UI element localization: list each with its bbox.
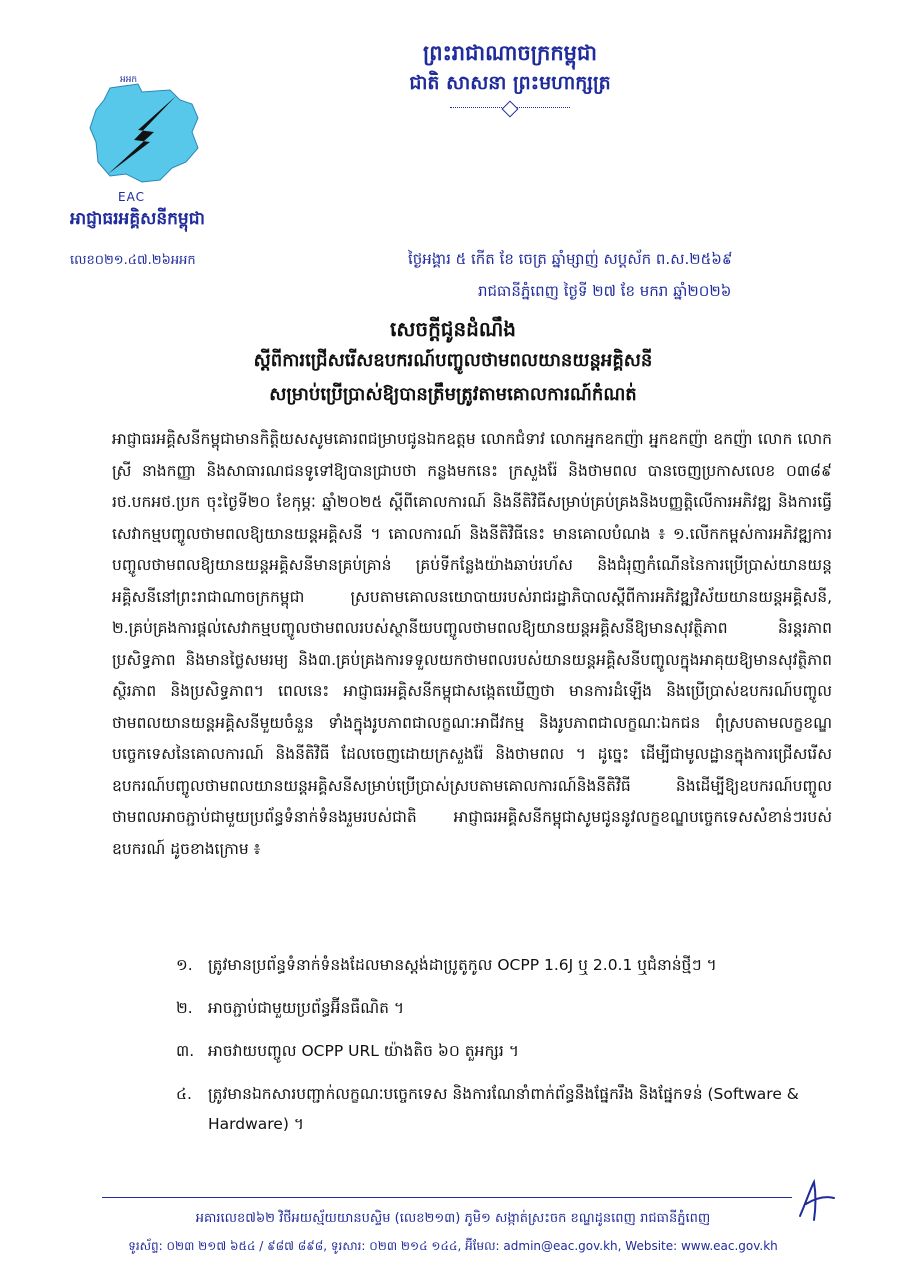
- footer-contact: ទូរស័ព្ទ: ០២៣ ២១៧ ៦៥៤ / ៩៨៧ ៨៩៨, ទូរសារ: ០២៣ ២១៤ ១៤៤, អ៊ីមែល: admin@eac.gov.kh, Website: www.eac.gov.kh: [128, 1239, 778, 1253]
- item-number: ២.: [176, 999, 193, 1017]
- list-item: [176, 1079, 836, 1139]
- notice-title: សេចក្តីជូនដំណឹង: [390, 317, 516, 341]
- item-text: ត្រូវមានឯកសារបញ្ជាក់លក្ខណៈបច្ចេកទេស និងការណែនាំពាក់ព័ន្ធនឹងផ្នែករឹង និងផ្នែកទន់ (Software & Hardware) ។: [208, 1085, 799, 1133]
- kingdom-motto: ជាតិ សាសនា ព្រះមហាក្សត្រ: [409, 72, 611, 94]
- ornament-divider: [450, 104, 570, 112]
- notice-body: អាជ្ញាធរអគ្គិសនីកម្ពុជាមានកិត្តិយសសូមគោរពជម្រាបជូនឯកឧត្តម លោកជំទាវ លោកអ្នកឧកញ៉ា អ្នកឧកញ៉ា ឧកញ៉ា លោក លោកស្រី នាងកញ្ញា និងសាធារណជនទូទៅឱ្យបានជ្រាបថា កន្លងមកនេះ ក្រសួងរ៉ែ និងថាមពល បានចេញប្រកាសលេខ ០៣៨៩ រថ.បកអថ.ប្រក ចុះថ្ងៃទី២០ ខែកុម្ភៈ ឆ្នាំ២០២៥ ស្តីពីគោលការណ៍ និងនីតិវិធីសម្រាប់គ្រប់គ្រងនិងបញ្ញត្តិលើការអភិវឌ្ឍ និងការធ្វើសេវាកម្មបញ្ចូលថាមពលឱ្យយានយន្តអគ្គិសនី ។ គោលការណ៍ និងនីតិវិធីនេះ មានគោលបំណង ៖ ១.លើកកម្ពស់ការអភិវឌ្ឍការបញ្ចូលថាមពលឱ្យយានយន្តអគ្គិសនីមានគ្រប់គ្រាន់ គ្រប់ទីកន្លែងយ៉ាងឆាប់រហ័ស និងជំរុញកំណើននៃការប្រើប្រាស់យានយន្តអគ្គិសនីនៅព្រះរាជាណាចក្រកម្ពុជា ស្របតាមគោលនយោបាយរបស់រាជរដ្ឋាភិបាលស្តីពីការអភិវឌ្ឍវិស័យយានយន្តអគ្គិសនី, ២.គ្រប់គ្រងការផ្តល់សេវាកម្មបញ្ចូលថាមពលរបស់ស្ថានីយបញ្ចូលថាមពលឱ្យយានយន្តអគ្គិសនីឱ្យមានសុវត្ថិភាព និរន្តរភាព ប្រសិទ្ធភាព និងមានថ្លៃសមរម្យ និង៣.គ្រប់គ្រងការទទួលយកថាមពលរបស់យានយន្តអគ្គិសនីបញ្ចូលក្នុងអាគុយឱ្យមានសុវត្ថិភាព ស្ថិរភាព និងប្រសិទ្ធភាព។ ពេលនេះ អាជ្ញាធរអគ្គិសនីកម្ពុជាសង្កេតឃើញថា មានការដំឡើង និងប្រើប្រាស់ឧបករណ៍បញ្ចូលថាមពលយានយន្តអគ្គិសនីមួយចំនួន ទាំងក្នុងរូបភាពជាលក្ខណៈអាជីវកម្ម និងរូបភាពជាលក្ខណៈឯកជន ពុំស្របតាមលក្ខខណ្ឌបច្ចេកទេសនៃគោលការណ៍ និងនីតិវិធី ដែលចេញដោយក្រសួងរ៉ែ និងថាមពល ។ ដូច្នេះ ដើម្បីជាមូលដ្ឋានក្នុងការជ្រើសរើសឧបករណ៍បញ្ចូលថាមពលយានយន្តអគ្គិសនីសម្រាប់ប្រើប្រាស់ស្របតាមគោលការណ៍និងនីតិវិធី និងដើម្បីឱ្យឧបករណ៍បញ្ចូលថាមពលអាចភ្ជាប់ជាមួយប្រព័ន្ធទំនាក់ទំនងរួមរបស់ជាតិ អាជ្ញាធរអគ្គិសនីកម្ពុជាសូមជូននូវលក្ខខណ្ឌបច្ចេកទេសសំខាន់ៗរបស់ឧបករណ៍ ដូចខាងក្រោម ៖: [112, 430, 832, 858]
- item-text: អាចភ្ជាប់ជាមួយប្រព័ន្ធអ៊ីនធឺណិត ។: [208, 999, 405, 1017]
- eac-logo: [80, 70, 210, 200]
- requirements-list: [176, 950, 836, 1152]
- item-number: ១.: [176, 956, 193, 974]
- lunar-date: ថ្ងៃអង្គារ ៥ កើត ខែ ចេត្រ ឆ្នាំម្សាញ់ សប្តស័ក ព.ស.២៥៦៩: [408, 250, 733, 268]
- logo-label: EAC: [118, 190, 145, 204]
- kingdom-title: ព្រះរាជាណាចក្រកម្ពុជា: [422, 40, 597, 65]
- footer-divider: [102, 1197, 792, 1198]
- notice-subject-line1: ស្តីពីការជ្រើសរើសឧបករណ៍បញ្ចូលថាមពលយានយន្តអគ្គិសនី: [253, 350, 653, 371]
- list-item: [176, 993, 836, 1023]
- kingdom-header: [320, 38, 700, 112]
- solar-date: រាជធានីភ្នំពេញ ថ្ងៃទី ២៧ ខែ មករា ឆ្នាំ២០២៦: [478, 282, 732, 300]
- list-item: [176, 1036, 836, 1066]
- item-text: អាចវាយបញ្ចូល OCPP URL យ៉ាងតិច ៦០ តួអក្សរ ។: [208, 1042, 519, 1060]
- reference-number: លេខ០២១.៤៧.២៦អអក: [70, 253, 196, 268]
- authority-name: អាជ្ញាធរអគ្គិសនីកម្ពុជា: [70, 209, 205, 229]
- svg-text:អអក: អអក: [120, 75, 138, 85]
- item-number: ៣.: [176, 1042, 195, 1060]
- item-number: ៤.: [176, 1085, 192, 1103]
- notice-subject-line2: សម្រាប់ប្រើប្រាស់ឱ្យបានត្រឹមត្រូវតាមគោលការណ៍កំណត់: [269, 384, 637, 405]
- footer-address: អគារលេខ៧៦២ វិថីអយស្ម័យយានបស្ទិម (លេខ២១៣) ភូមិ១ សង្កាត់ស្រះចក ខណ្ឌដូនពេញ រាជធានីភ្នំពេញ: [195, 1211, 711, 1226]
- list-item: [176, 950, 836, 980]
- item-text: ត្រូវមានប្រព័ន្ធទំនាក់ទំនងដែលមានស្តង់ដាប្រូតូកូល OCPP 1.6J ឬ 2.0.1 ឬជំនាន់ថ្មីៗ ។: [208, 956, 717, 974]
